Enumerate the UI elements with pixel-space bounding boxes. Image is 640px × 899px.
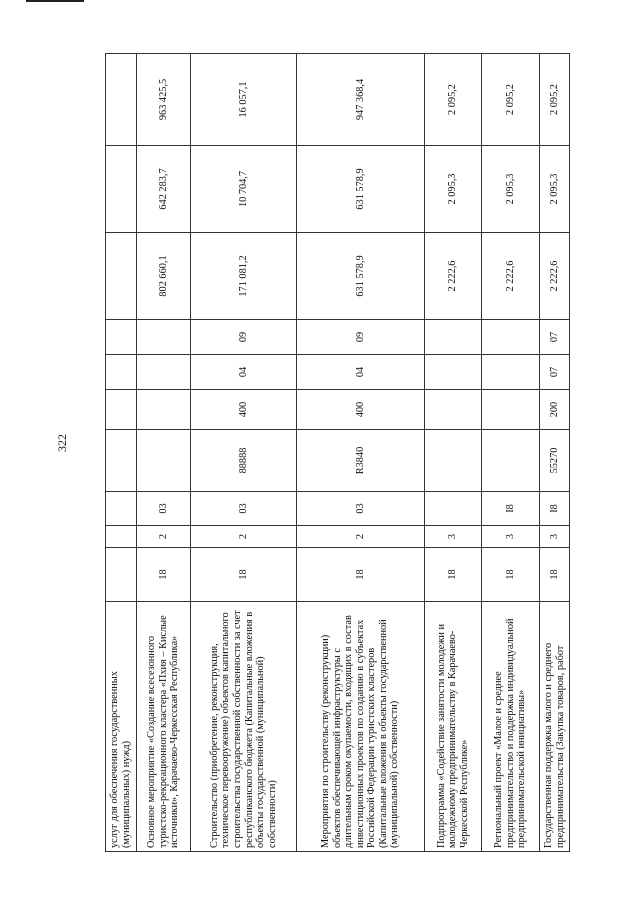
cell-code <box>425 355 482 390</box>
cell-code: R3840 <box>297 430 425 492</box>
cell-code: 04 <box>191 355 297 390</box>
cell-code: 3 <box>482 526 540 548</box>
cell-code: 09 <box>191 320 297 355</box>
cell-amount: 2 095,3 <box>482 146 540 233</box>
table-row <box>191 54 297 852</box>
cell-code: 18 <box>137 548 191 602</box>
cell-code <box>106 548 137 602</box>
cell-code: I8 <box>540 492 570 526</box>
cell-amount: 963 425,5 <box>137 54 191 146</box>
cell-code: 55270 <box>540 430 570 492</box>
cell-code: 2 <box>137 526 191 548</box>
cell-code <box>106 355 137 390</box>
cell-amount: 2 095,2 <box>482 54 540 146</box>
cell-code: 03 <box>137 492 191 526</box>
cell-code: 200 <box>540 390 570 430</box>
cell-code: 88888 <box>191 430 297 492</box>
page-number: 322 <box>55 434 69 452</box>
cell-code: 2 <box>297 526 425 548</box>
cell-amount <box>106 54 137 146</box>
document-page <box>105 54 575 852</box>
cell-code <box>482 390 540 430</box>
table-row <box>482 54 540 852</box>
cell-code <box>425 492 482 526</box>
cell-code <box>482 430 540 492</box>
table-row <box>297 54 425 852</box>
cell-code: 07 <box>540 320 570 355</box>
cell-code <box>137 430 191 492</box>
cell-code: 3 <box>540 526 570 548</box>
cell-amount: 631 578,9 <box>297 233 425 320</box>
cell-code <box>425 390 482 430</box>
cell-amount: 16 057,1 <box>191 54 297 146</box>
cell-amount: 10 704,7 <box>191 146 297 233</box>
cell-code: 3 <box>425 526 482 548</box>
cell-code <box>137 320 191 355</box>
cell-amount: 642 283,7 <box>137 146 191 233</box>
cell-amount: 2 095,2 <box>425 54 482 146</box>
row-name: Мероприятия по строительству (реконструкции) объектов обеспечивающей инфраструктуры с длительным сроком окупаемости, входящих в состав инвестиционных проектов по созданию в субъектах Российской Федерации туристских кластеров (Капитальные вложения в объекты государственной (муниципальной) собственности) <box>297 602 425 852</box>
cell-code: 04 <box>297 355 425 390</box>
row-name: услуг для обеспечения государственных (муниципальных) нужд) <box>106 602 137 852</box>
cell-amount: 2 095,3 <box>425 146 482 233</box>
cell-amount: 947 368,4 <box>297 54 425 146</box>
row-name: Государственная поддержка малого и среднего предпринимательства (Закупка товаров, работ <box>540 602 570 852</box>
cell-code: 03 <box>297 492 425 526</box>
row-name: Подпрограмма «Содействие занятости молодежи и молодежному предпринимательству в Карачаево-Черкесской Республике» <box>425 602 482 852</box>
cell-code: 18 <box>540 548 570 602</box>
cell-code: 07 <box>540 355 570 390</box>
cell-code <box>425 320 482 355</box>
cell-code <box>106 390 137 430</box>
cell-code: 09 <box>297 320 425 355</box>
cell-code <box>482 320 540 355</box>
cell-amount: 171 081,2 <box>191 233 297 320</box>
table-row <box>137 54 191 852</box>
row-name: Региональный проект «Малое и среднее предпринимательство и поддержка индивидуальной предпринимательской инициативы» <box>482 602 540 852</box>
cell-code: 18 <box>191 548 297 602</box>
cell-amount: 2 222,6 <box>482 233 540 320</box>
cell-code: 18 <box>482 548 540 602</box>
cell-code: 400 <box>297 390 425 430</box>
cell-code <box>137 355 191 390</box>
cell-amount: 2 222,6 <box>540 233 570 320</box>
cell-code <box>137 390 191 430</box>
cell-code: 03 <box>191 492 297 526</box>
top-rule <box>26 0 84 2</box>
budget-table <box>105 53 570 852</box>
cell-amount: 2 095,3 <box>540 146 570 233</box>
cell-amount: 2 095,2 <box>540 54 570 146</box>
cell-code <box>106 320 137 355</box>
cell-code: I8 <box>482 492 540 526</box>
cell-amount <box>106 146 137 233</box>
cell-code: 18 <box>425 548 482 602</box>
row-name: Основное мероприятие «Создание всесезонного туристско-рекреационного кластера «Пхия – Кислые источники», Карачаево-Черкесская Республика» <box>137 602 191 852</box>
cell-code <box>106 492 137 526</box>
row-name: Строительство (приобретение, реконструкция, техническое перевооружение) объектов капитального строительства государственной собственности за счет республиканского бюджета (Капитальные вложения в объекты государственной (муниципальной) собственности) <box>191 602 297 852</box>
cell-amount: 802 660,1 <box>137 233 191 320</box>
cell-code <box>425 430 482 492</box>
table-row <box>425 54 482 852</box>
cell-code <box>106 526 137 548</box>
cell-code: 2 <box>191 526 297 548</box>
cell-amount: 631 578,9 <box>297 146 425 233</box>
table-row <box>540 54 570 852</box>
cell-code <box>106 430 137 492</box>
cell-code: 400 <box>191 390 297 430</box>
cell-amount <box>106 233 137 320</box>
cell-code <box>482 355 540 390</box>
table-row <box>106 54 137 852</box>
cell-code: 18 <box>297 548 425 602</box>
cell-amount: 2 222,6 <box>425 233 482 320</box>
